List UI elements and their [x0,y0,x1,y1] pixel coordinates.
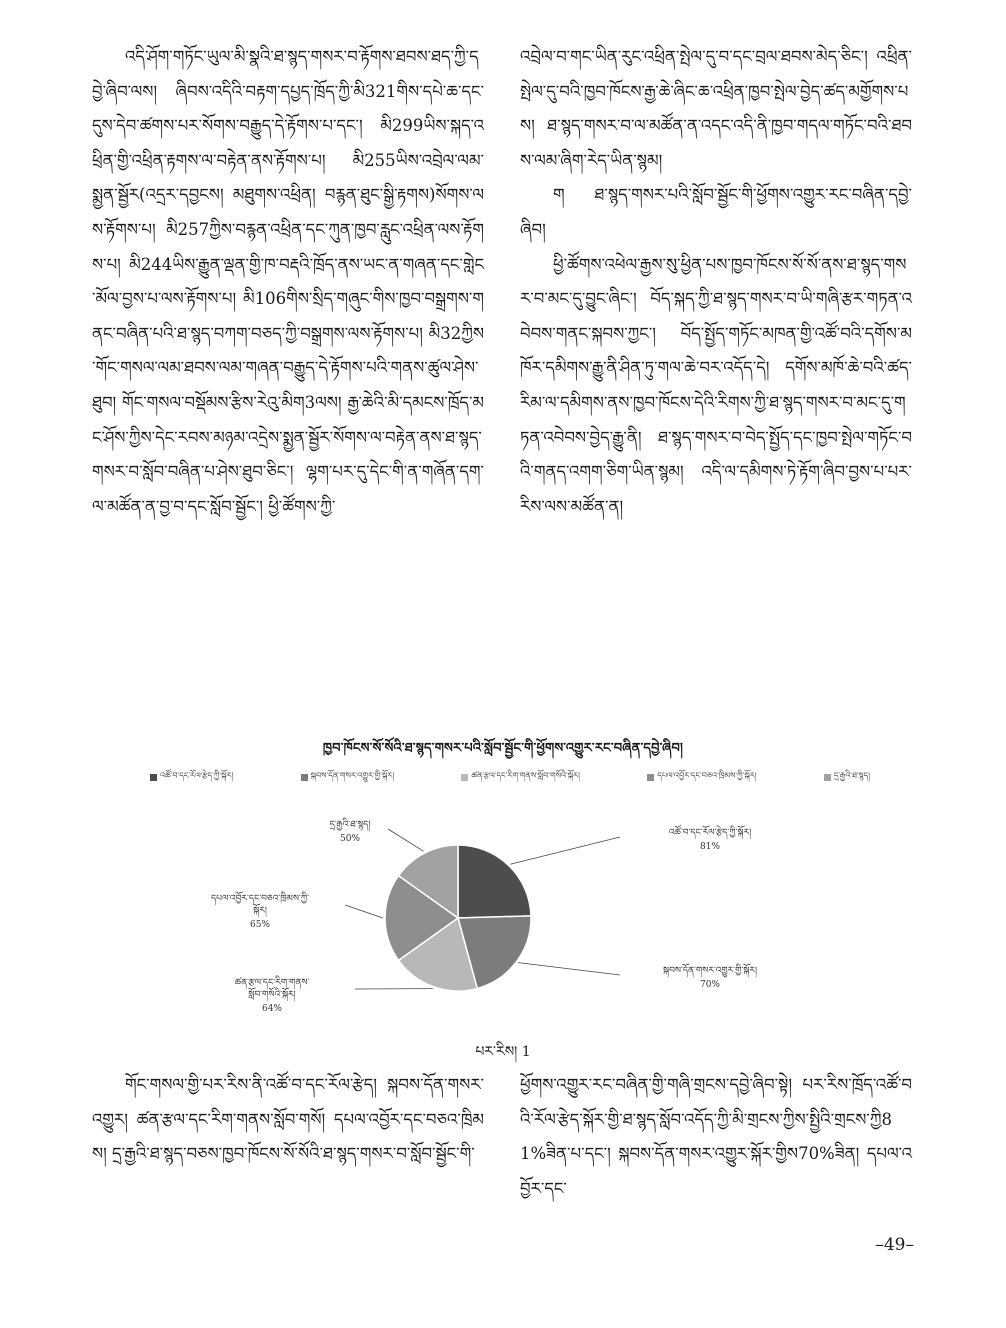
legend-label: དཔལ་འབྱོར་དང་བཅའ་ཁྲིམས་ཀྱི་སྐོར། [657,770,757,780]
section-heading: ག ཐ་སྙད་གསར་པའི་སློབ་སྦྱོང་གི་ཕྱོགས་འགྱུར་རང་བཞིན་དབྱེ་ཞིབ། [520,185,912,239]
legend-swatch [301,774,308,781]
slice-label: སློབ་གསོའི་སྐོར། [248,990,296,1000]
chart-legend [150,770,870,784]
legend-label: ཚན་རྩལ་དང་རིག་གནས་སློབ་གསོའི་སྐོར། [471,770,580,780]
pie-slice [458,845,531,918]
slice-label: སྐོར། [253,906,267,916]
bottom-right-paragraph: ཕྱོགས་འགྱུར་རང་བཞིན་གྱི་གཞི་གྲངས་དབྱེ་ཞིབ་སྟེ། པར་རིས་ཁྲོད་འཚོ་བའི་རོལ་རྩེད་སྐོར་གྱི་ཐ་སྙད་སློབ་འདོད་ཀྱི་མི་གྲངས་ཀྱིས་སྤྱིའི་གྲངས་ཀྱི81%ཟིན་པ་དང་། སྐབས་དོན་གསར་འགྱུར་སྐོར་གྱིས70%ཟིན། དཔལ་འབྱོར་དང་ [520,1075,912,1198]
legend-swatch [647,774,654,781]
slice-value-label: 50% [339,834,361,844]
bottom-right-column [520,1068,912,1206]
slice-value-label: 64% [261,1004,283,1014]
legend-label: སྐབས་དོན་གསར་འགྱུར་གྱི་སྐོར། [310,770,395,780]
legend-item [461,770,579,784]
legend-label: འཚོ་བ་དང་རོལ་རྩེད་ཀྱི་སྐོར། [160,770,234,780]
slice-label: འཚོ་བ་དང་རོལ་རྩེད་ཀྱི་སྐོར། [668,828,752,838]
top-right-paragraph-3: ཕྱི་ཚོགས་འཕེལ་རྒྱས་སུ་ཕྱིན་པས་ཁྱབ་ཁོངས་སོ་སོ་ནས་ཐ་སྙད་གསར་བ་མང་དུ་བྱུང་ཞིང་། བོད་སྐད་ཀྱི་ཐ་སྙད་གསར་བ་ཡི་གཞི་རྩར་གཏན་འབེབས་གནང་སྐབས་ཀྱང་། བོད་སྤྱོད་གཏོང་མཁན་གྱི་འཚོ་བའི་དགོས་མཁོར་དམིགས་རྒྱུ་ནི་ཤིན་ཏུ་གལ་ཆེ་བར་འདོད་དེ། དགོས་མཁོ་ཆེ་བའི་ཚད་རིམ་ལ་དམིགས་ནས་ཁྱབ་ཁོངས་དེའི་རིགས་ཀྱི་ཐ་སྙད་གསར་བ་མང་དུ་གཏན་འབེབས་བྱེད་རྒྱུ་ནི། ཐ་སྙད་གསར་བ་བེད་སྤྱོད་དང་ཁྱབ་སྤེལ་གཏོང་བའི་གནད་འགག་ཅིག་ཡིན་སྙམ། འདི་ལ་དམིགས་ཏེ་རྟོག་ཞིབ་བྱས་པ་པར་རིས་ལས་མཚོན་ན། [520,254,912,516]
slice-value-label: 70% [699,980,721,990]
slice-value-label: 81% [699,842,721,852]
legend-label: དྲ་རྒྱའི་ཐ་སྙད། [833,770,870,780]
top-left-paragraph: འདི་ཤོག་གཏོང་ཡུལ་མི་སྣའི་ཐ་སྙད་གསར་བ་རྟོགས་ཐབས་ཐད་ཀྱི་དབྱེ་ཞིབ་ལས། ཞིབས་འདིའི་བརྟག་དཔྱད་ཁྲོད་ཀྱི་མི321གིས་དཔེ་ཆ་དང་དུས་དེབ་ཚགས་པར་སོགས་བརྒྱུད་དེ་རྟོགས་པ་དང་། མི299ཡིས་སྐད་འཕྲིན་གྱི་འཕྲིན་རྟགས་ལ་བརྟེན་ནས་རྟོགས་པ། མི255ཡིས་འབྲེལ་ལམ་སྨྱན་སྦྱོར(འདྲར་དབྱངས། མཐུགས་འཕྲིན། བརྙན་ཐུང་སྒྱི་རྟགས)སོགས་ལས་རྟོགས་པ། མི257ཀྱིས་བརྙན་འཕྲིན་དང་ཀུན་ཁྱབ་རླུང་འཕྲིན་ལས་རྟོགས་པ། མི244ཡིས་རྒྱུན་ལྡན་གྱི་ཁ་བརྡའི་ཁྲོད་ནས་ཡང་ན་གཞན་དང་གླེང་མོལ་བྱས་པ་ལས་རྟོགས་པ། མི106གིས་སྲིད་གཞུང་གིས་ཁྱབ་བསྒྲགས་གནང་བཞིན་པའི་ཐ་སྙད་བཀག་བཅད་ཀྱི་བསྒྲགས་ལས་རྟོགས་པ། མི32ཀྱིས་གོང་གསལ་ལམ་ཐབས་ལམ་གཞན་བརྒྱུད་དེ་རྟོགས་པའི་གནས་ཚུལ་ཤེས་ཐུབ། གོང་གསལ་བསྡོམས་རྩིས་རེའུ་མིག3ལས། རྒྱ་ཆེའི་མི་དམངས་ཁྲོད་མང་ཤོས་ཀྱིས་དེང་རབས་མཉམ་འདྲེས་སྨྱན་སྦྱོར་སོགས་ལ་བརྟེན་ནས་ཐ་སྙད་གསར་བ་སློབ་བཞིན་པ་ཤེས་ཐུབ་ཅིང་། ལྷག་པར་དུ་དེང་གི་ན་གཞོན་དག་ལ་མཚོན་ན་བྱ་བ་དང་སློབ་སྦྱོང་། ཕྱི་ཚོགས་ཀྱི་ [92,47,484,516]
leader-line [388,829,424,851]
legend-item [150,770,233,784]
legend-item [824,770,870,784]
legend-swatch [150,774,157,781]
chart-title: ཁྱབ་ཁོངས་སོ་སོའི་ཐ་སྙད་གསར་པའི་སློབ་སྦྱོང་གི་ཕྱོགས་འགྱུར་རང་བཞིན་དབྱེ་ཞིབ། [322,741,684,756]
legend-item [301,770,395,784]
pie-chart [150,795,870,1030]
figure-caption: པར་རིས། 1 [475,1044,531,1060]
slice-label: སྐབས་དོན་གསར་འགྱུར་གྱི་སྐོར། [663,966,757,976]
slice-value-label: 65% [249,920,271,930]
page-number: –49– [875,1235,914,1255]
slice-label: དྲ་རྒྱའི་ཐ་སྙད། [329,820,371,830]
leader-line [518,963,620,975]
leader-line [510,837,620,864]
top-right-paragraph-1: འབྲེལ་བ་གང་ཡིན་རུང་འཕྲིན་སྤེལ་དུ་བ་དང་བྲལ་ཐབས་མེད་ཅིང་། འཕྲིན་སྤེལ་དུ་བའི་ཁྱབ་ཁོངས་རྒྱ་ཆེ་ཞིང་ཆ་འཕྲིན་ཁྱབ་སྤེལ་བྱེད་ཚད་མགྱོགས་པས། ཐ་སྙད་གསར་བ་ལ་མཚོན་ན་འདང་འདི་ནི་ཁྱབ་གདལ་གཏོང་བའི་ཐབས་ལམ་ཞིག་རེད་ཡིན་སྙམ། [520,47,912,170]
leader-line [345,905,383,918]
top-left-column [92,40,484,524]
legend-swatch [824,774,831,781]
bottom-left-column [92,1068,484,1172]
bottom-left-paragraph: གོང་གསལ་གྱི་པར་རིས་ནི་འཚོ་བ་དང་རོལ་རྩེད། སྐབས་དོན་གསར་འགྱུར། ཚན་རྩལ་དང་རིག་གནས་སློབ་གསོ། དཔལ་འབྱོར་དང་བཅའ་ཁྲིམས། དྲ་རྒྱའི་ཐ་སྙད་བཅས་ཁྱབ་ཁོངས་སོ་སོའི་ཐ་སྙད་གསར་བ་སློབ་སྦྱོང་གི་ [92,1075,484,1164]
top-right-column [520,40,912,524]
slice-label: དཔལ་འབྱོར་དང་བཅའ་ཁྲིམས་ཀྱི་ [210,894,310,904]
legend-swatch [461,774,468,781]
legend-item [647,770,756,784]
slice-label: ཚན་རྩལ་དང་རིག་གནས་ [234,978,310,988]
